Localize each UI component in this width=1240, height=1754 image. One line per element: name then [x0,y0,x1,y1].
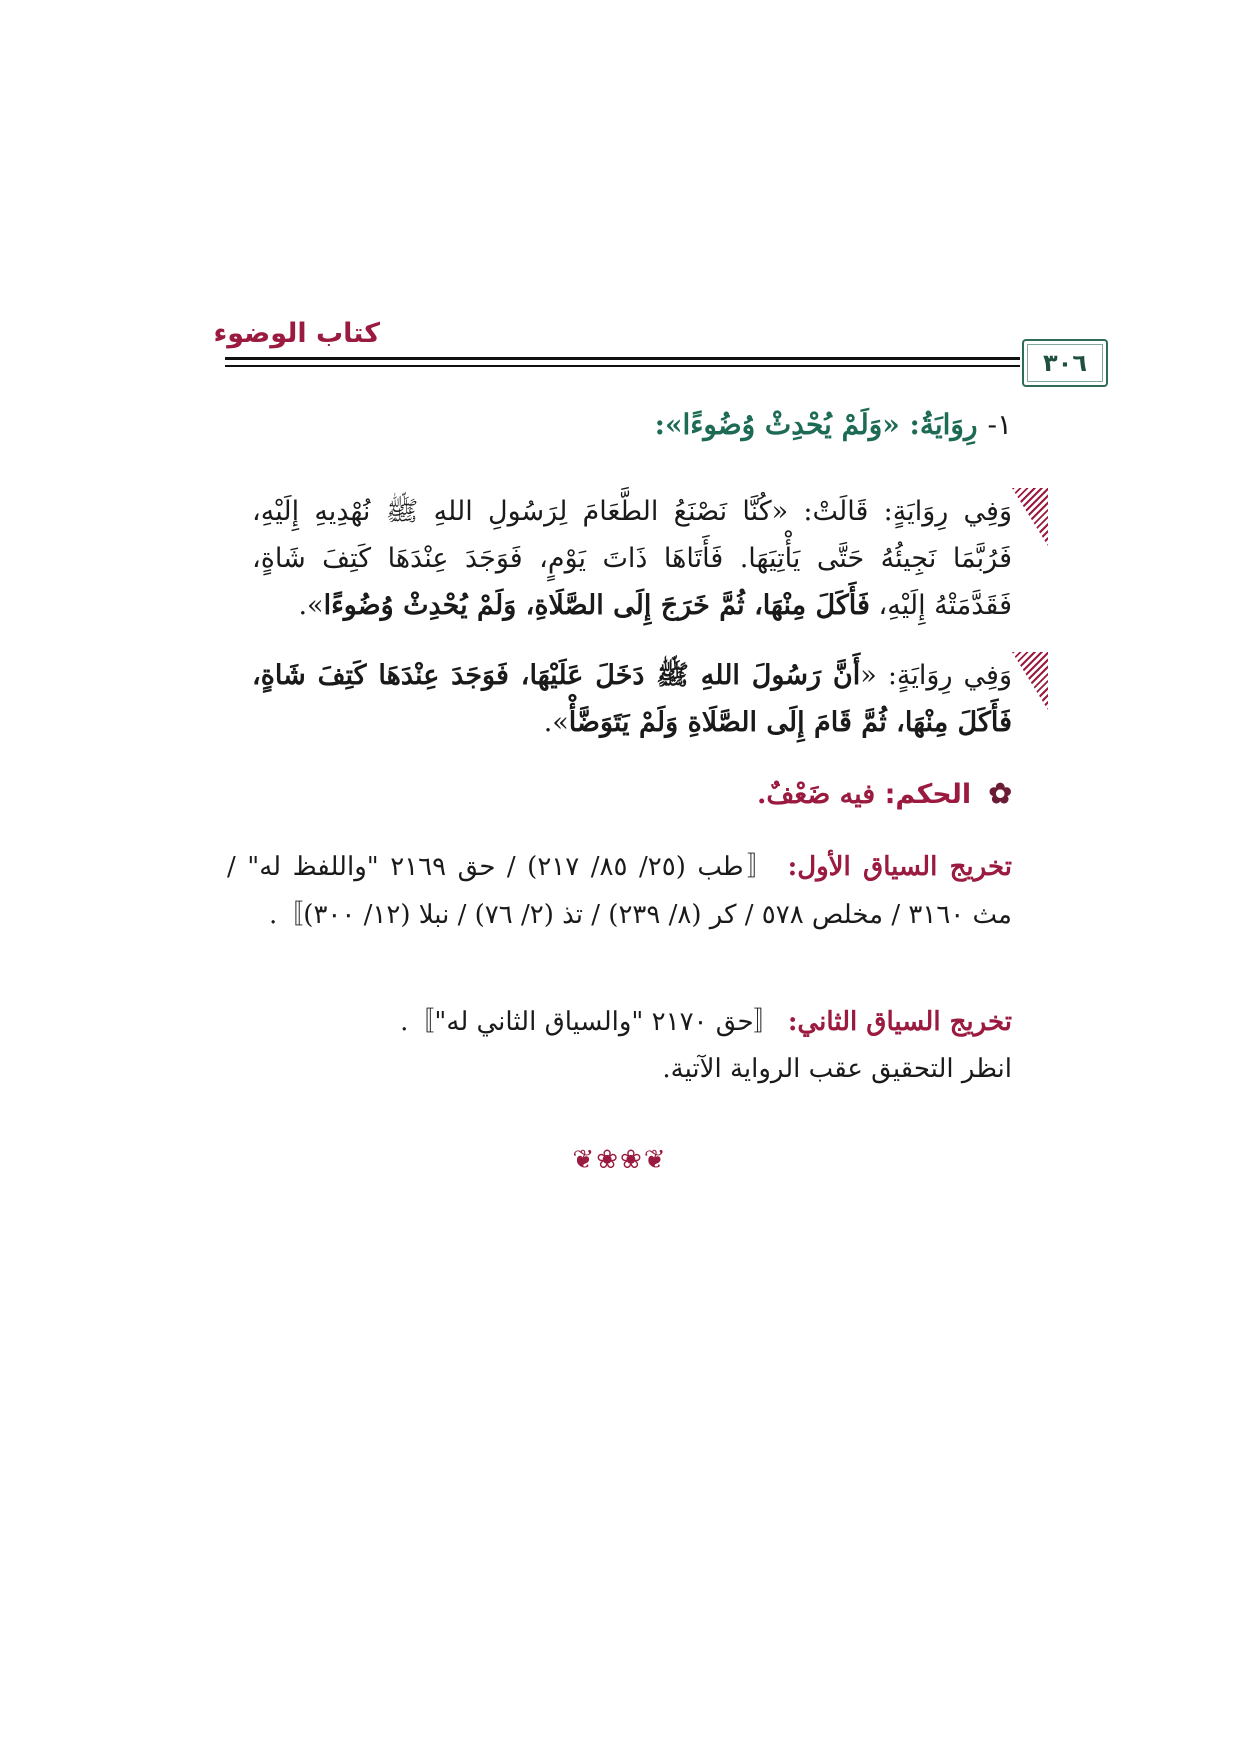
page-number-badge: ٣٠٦ [1022,339,1108,387]
note-line: انظر التحقيق عقب الرواية الآتية. [662,1054,1012,1084]
takhrij-paragraph-2 [227,998,1012,1046]
hadith-close: ». [543,707,569,738]
takhrij-label: تخريج السياق الثاني: [787,1007,1012,1037]
takhrij-text: 〚حق ٢١٧٠ "والسياق الثاني له"〛. [400,1007,780,1037]
header-rule [225,365,1010,367]
header-rule [975,357,1020,360]
section-number: ١- [987,408,1012,441]
hadith-paragraph-2 [252,652,1012,746]
hadith-close: ». [298,590,324,621]
section-end-ornament-icon: ❦❀❀❦ [572,1145,668,1175]
takhrij-text: 〚طب (٢٥/ ٨٥/ ٢١٧) / حق ٢١٦٩ "واللفظ له" / مث ٣١٦٠ / مخلص ٥٧٨ / كر (٨/ ٢٣٩) / تذ (٢/ ٧٦) / نبلا (١٢/ ٣٠٠)〛. [227,852,1012,930]
hadith-emphasis: أَنَّ رَسُولَ اللهِ ﷺ دَخَلَ عَلَيْهَا، فَوَجَدَ عِنْدَهَا كَتِفَ شَاةٍ، فَأَكَلَ مِنْهَا، ثُمَّ قَامَ إِلَى الصَّلَاةِ وَلَمْ يَتَوَضَّأْ [252,660,1012,738]
ruling-label: الحكم: [884,779,972,810]
hadith-text: وَفِي رِوَايَةٍ: « [860,660,1012,691]
hadith-emphasis: فَأَكَلَ مِنْهَا، ثُمَّ خَرَجَ إِلَى الصَّلَاةِ، وَلَمْ يُحْدِثْ وُضُوءًا [323,590,870,621]
takhrij-paragraph-1 [227,843,1012,939]
corner-ornament-icon [1012,652,1048,710]
header-rule [975,365,1020,367]
hadith-paragraph-1 [252,488,1012,629]
section-title: رِوَايَةُ: «وَلَمْ يُحْدِثْ وُضُوءًا»: [654,408,978,441]
ruling-value: فيه ضَعْفٌ. [756,779,876,810]
running-header-title: كتاب الوضوء [213,318,380,349]
takhrij-label: تخريج السياق الأول: [787,852,1013,882]
ruling-line [757,777,1012,810]
corner-ornament-icon [1012,488,1048,546]
section-heading [655,408,1012,441]
hadith-text: وَفِي رِوَايَةٍ: قَالَتْ: «كُنَّا نَصْنَعُ الطَّعَامَ لِرَسُولِ اللهِ ﷺ نُهْدِيهِ إِلَيْهِ، فَرُبَّمَا نَجِيئُهُ حَتَّى يَأْتِيَهَا. فَأَتَاهَا ذَاتَ يَوْمٍ، فَوَجَدَ عِنْدَهَا كَتِفَ شَاةٍ، فَقَدَّمَتْهُ إِلَيْهِ، [252,496,1012,621]
header-rule [225,357,1010,360]
flower-ornament-icon: ✿ [988,777,1012,810]
